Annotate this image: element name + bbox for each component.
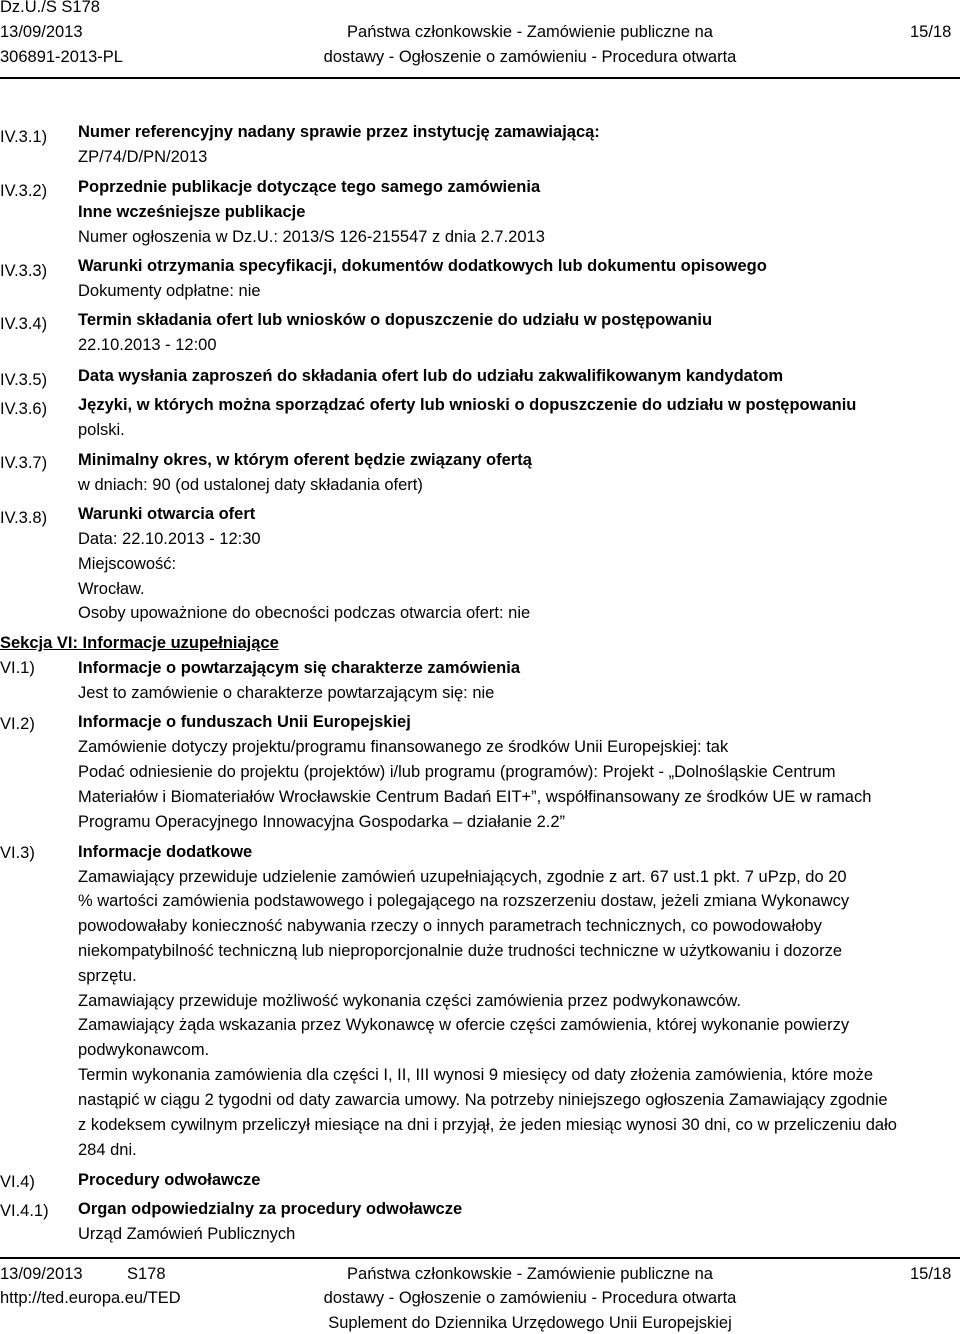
item-line: Zamawiający przewiduje możliwość wykonania części zamówienia przez podwykonawców. xyxy=(78,992,742,1010)
item-number: IV.3.5) xyxy=(0,371,48,389)
footer-title-line1: Państwa członkowskie - Zamówienie publiczne na xyxy=(347,1265,713,1283)
header-title-line2: dostawy - Ogłoszenie o zamówieniu - Procedura otwarta xyxy=(323,48,737,66)
item-line: Zamawiający przewiduje udzielenie zamówień uzupełniających, zgodnie z art. 67 ust.1 pkt. 7 uPzp, do 20 xyxy=(78,868,847,886)
item-line: Wrocław. xyxy=(78,580,145,598)
item-number: IV.3.1) xyxy=(0,128,48,146)
item-line: Urząd Zamówień Publicznych xyxy=(78,1225,296,1243)
item-number: IV.3.3) xyxy=(0,262,48,280)
item-line: niekompatybilność techniczną lub nieproporcjonalnie duże trudności techniczne w użytkowaniu i dozorze xyxy=(78,942,843,960)
item-number: VI.2) xyxy=(0,715,35,733)
item-line: powodowałaby konieczność nabywania rzeczy o innych parametrach technicznych, co powodowałoby xyxy=(78,917,822,935)
item-title: Informacje o funduszach Unii Europejskiej xyxy=(78,713,411,731)
item-title: Numer referencyjny nadany sprawie przez instytucję zamawiającą: xyxy=(78,123,600,141)
item-line: Zamówienie dotyczy projektu/programu finansowanego ze środków Unii Europejskiej: tak xyxy=(78,738,729,756)
item-line: ZP/74/D/PN/2013 xyxy=(78,148,208,166)
item-line: z kodeksem cywilnym przeliczył miesiące na dni i przyjął, że jeden miesiąc wynosi 30 dni, co w przeliczeniu dało xyxy=(78,1116,897,1134)
item-line: Termin wykonania zamówienia dla części I, II, III wynosi 9 miesięcy od daty złożenia zamówienia, które może xyxy=(78,1066,874,1084)
item-title: Procedury odwoławcze xyxy=(78,1171,261,1189)
item-title: Warunki otrzymania specyfikacji, dokumentów dodatkowych lub dokumentu opisowego xyxy=(78,257,767,275)
item-line: w dniach: 90 (od ustalonej daty składania ofert) xyxy=(78,476,423,494)
header-date: 13/09/2013 xyxy=(0,23,83,41)
item-line: nastąpić w ciągu 2 tygodni od daty zawarcia umowy. Na potrzeby niniejszego ogłoszenia Zamawiający zgodnie xyxy=(78,1091,888,1109)
item-subtitle: Inne wcześniejsze publikacje xyxy=(78,203,306,221)
item-number: VI.3) xyxy=(0,844,35,862)
item-title: Organ odpowiedzialny za procedury odwoławcze xyxy=(78,1200,463,1218)
footer-title-line2: dostawy - Ogłoszenie o zamówieniu - Procedura otwarta xyxy=(323,1289,737,1307)
item-number: VI.1) xyxy=(0,659,35,677)
footer-page-number: 15/18 xyxy=(910,1265,952,1283)
item-line: podwykonawcom. xyxy=(78,1041,210,1059)
footer-title-line3: Suplement do Dziennika Urzędowego Unii Europejskiej xyxy=(328,1314,732,1332)
header-title-line1: Państwa członkowskie - Zamówienie publiczne na xyxy=(347,23,713,41)
item-line: 284 dni. xyxy=(78,1141,137,1159)
item-title: Informacje dodatkowe xyxy=(78,843,253,861)
item-number: IV.3.2) xyxy=(0,182,48,200)
item-line: Podać odniesienie do projektu (projektów) i/lub programu (programów): Projekt - „Dolnośląskie Centrum xyxy=(78,763,836,781)
item-line: Numer ogłoszenia w Dz.U.: 2013/S 126-215547 z dnia 2.7.2013 xyxy=(78,228,545,246)
header-rule xyxy=(0,77,960,79)
item-number: IV.3.4) xyxy=(0,315,48,333)
item-title: Poprzednie publikacje dotyczące tego samego zamówienia xyxy=(78,178,541,196)
item-line: Programu Operacyjnego Innowacyjna Gospodarka – działanie 2.2” xyxy=(78,813,566,831)
header-journal-ref: Dz.U./S S178 xyxy=(0,0,100,16)
footer-issue: S178 xyxy=(127,1265,166,1283)
item-line: Miejscowość: xyxy=(78,555,177,573)
item-number: IV.3.6) xyxy=(0,400,48,418)
item-line: polski. xyxy=(78,421,125,439)
item-title: Termin składania ofert lub wniosków o dopuszczenie do udziału w postępowaniu xyxy=(78,311,713,329)
section-heading: Sekcja VI: Informacje uzupełniające xyxy=(0,634,279,652)
header-notice-id: 306891-2013-PL xyxy=(0,48,123,66)
item-line: Osoby upoważnione do obecności podczas otwarcia ofert: nie xyxy=(78,604,531,622)
footer-url-link[interactable]: http://ted.europa.eu/TED xyxy=(0,1289,181,1307)
item-number: IV.3.7) xyxy=(0,454,48,472)
item-title: Informacje o powtarzającym się charakterze zamówienia xyxy=(78,659,521,677)
item-number: VI.4.1) xyxy=(0,1202,49,1220)
item-line: Zamawiający żąda wskazania przez Wykonawcę w ofercie części zamówienia, której wykonanie powierzy xyxy=(78,1016,850,1034)
footer-rule xyxy=(0,1257,960,1259)
item-line: % wartości zamówienia podstawowego i polegającego na rozszerzeniu dostaw, jeżeli zmiana Wykonawcy xyxy=(78,892,850,910)
item-line: Dokumenty odpłatne: nie xyxy=(78,282,261,300)
footer-date: 13/09/2013 xyxy=(0,1265,83,1283)
item-title: Warunki otwarcia ofert xyxy=(78,505,256,523)
item-title: Języki, w których można sporządzać oferty lub wnioski o dopuszczenie do udziału w postępowaniu xyxy=(78,396,857,414)
item-line: Data: 22.10.2013 - 12:30 xyxy=(78,530,261,548)
item-title: Minimalny okres, w którym oferent będzie związany ofertą xyxy=(78,451,532,469)
item-number: IV.3.8) xyxy=(0,509,48,527)
item-line: 22.10.2013 - 12:00 xyxy=(78,336,217,354)
item-line: Jest to zamówienie o charakterze powtarzającym się: nie xyxy=(78,684,495,702)
item-title: Data wysłania zaproszeń do składania ofert lub do udziału zakwalifikowanym kandydatom xyxy=(78,367,784,385)
header-page-number: 15/18 xyxy=(910,23,952,41)
item-line: Materiałów i Biomateriałów Wrocławskie Centrum Badań EIT+”, współfinansowany ze środków UE w ramach xyxy=(78,788,872,806)
item-number: VI.4) xyxy=(0,1173,35,1191)
item-line: sprzętu. xyxy=(78,967,137,985)
